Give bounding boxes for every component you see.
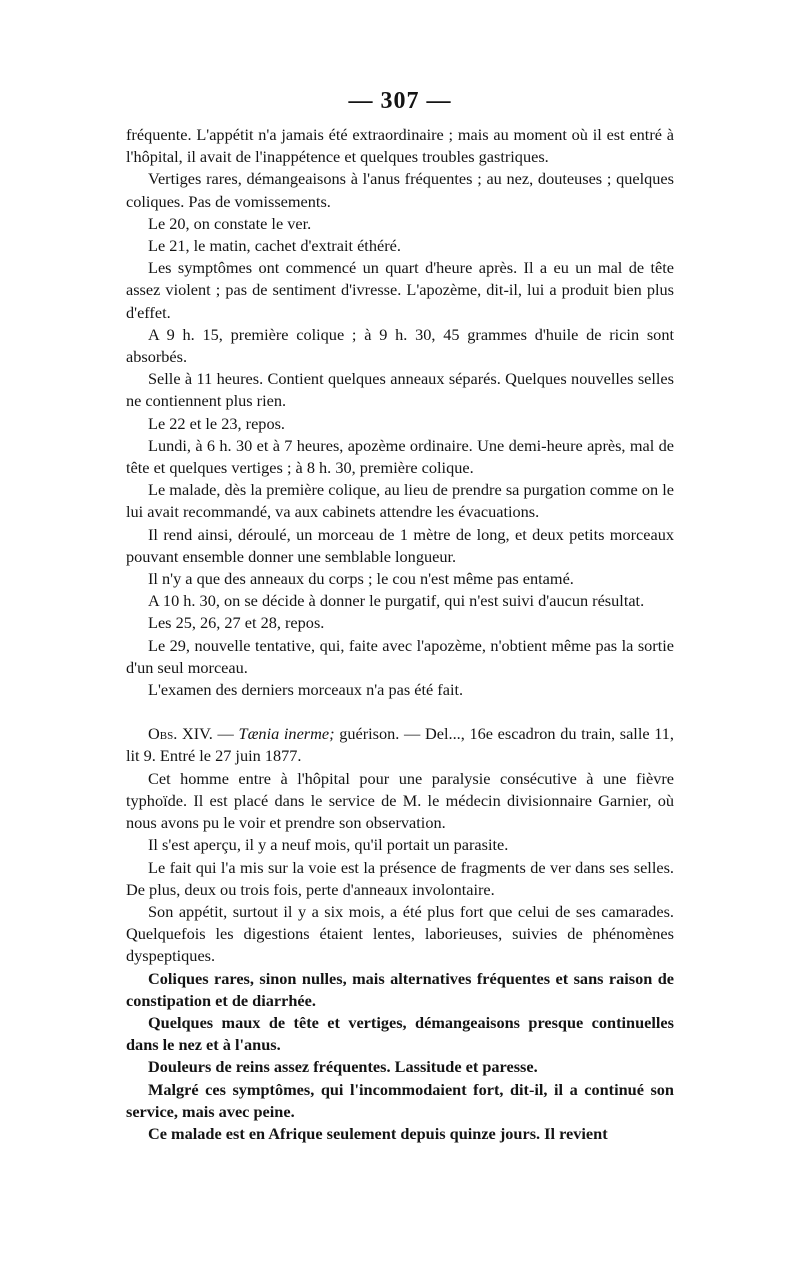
paragraph: Quelques maux de tête et vertiges, démangeaisons presque continuelles dans le nez et à l'anus. (126, 1012, 674, 1055)
paragraph: Douleurs de reins assez fréquentes. Lassitude et paresse. (148, 1057, 538, 1077)
paragraph: Il rend ainsi, déroulé, un morceau de 1 mètre de long, et deux petits morceaux pouvant ensemble donner une semblable longueur. (126, 524, 674, 566)
paragraph: Son appétit, surtout il y a six mois, a été plus fort que celui de ses camarades. Quelquefois les digestions étaient lentes, laborieuses, suivies de phénomènes dyspeptiques. (126, 901, 674, 966)
observation-species: Tænia inerme; (238, 724, 335, 744)
paragraph: Malgré ces symptômes, qui l'incommodaient fort, dit-il, il a continué son service, mais avec peine. (126, 1079, 674, 1121)
body-text (126, 124, 674, 1145)
paragraph: Selle à 11 heures. Contient quelques anneaux séparés. Quelques nouvelles selles ne contiennent plus rien. (126, 369, 674, 411)
paragraph: Le 22 et le 23, repos. (148, 413, 285, 433)
paragraph: Les symptômes ont commencé un quart d'heure après. Il a eu un mal de tête assez violent ; pas de sentiment d'ivresse. L'apozème, dit-il, lui a produit bien plus d'effet. (126, 258, 674, 322)
paragraph: Cet homme entre à l'hôpital pour une paralysie consécutive à une fièvre typhoïde. Il est placé dans le service de M. le médecin divisionnaire Garnier, où nous avons pu le voir et prendre son observation. (126, 768, 674, 833)
paragraph: Vertiges rares, démangeaisons à l'anus fréquentes ; au nez, douteuses ; quelques coliques. Pas de vomissements. (126, 169, 674, 211)
observation-dash: — (212, 724, 239, 744)
observation-details: guérison. — Del..., 16e escadron du train, salle 11, lit 9. Entré le 27 juin 1877. (126, 724, 675, 766)
paragraph: L'examen des derniers morceaux n'a pas été fait. (148, 680, 464, 700)
paragraph: Le fait qui l'a mis sur la voie est la présence de fragments de ver dans ses selles. De plus, deux ou trois fois, perte d'anneaux involontaire. (126, 857, 674, 899)
paragraph: Ce malade est en Afrique seulement depuis quinze jours. Il revient (148, 1123, 608, 1143)
paragraph: Il n'y a que des anneaux du corps ; le cou n'est même pas entamé. (148, 569, 574, 589)
page-number: — 307 — (348, 88, 452, 114)
paragraph: Le 21, le matin, cachet d'extrait éthéré. (148, 236, 401, 256)
paragraph: A 10 h. 30, on se décide à donner le purgatif, qui n'est suivi d'aucun résultat. (148, 591, 645, 611)
paragraph: Les 25, 26, 27 et 28, repos. (148, 613, 325, 633)
paragraph: Lundi, à 6 h. 30 et à 7 heures, apozème ordinaire. Une demi-heure après, mal de tête et quelques vertiges ; à 8 h. 30, première colique. (126, 435, 674, 478)
paragraph: Le malade, dès la première colique, au lieu de prendre sa purgation comme on le lui avait recommandé, va aux cabinets attendre les évacuations. (126, 480, 674, 522)
paragraph: Le 20, on constate le ver. (148, 213, 312, 233)
observation-label: Obs. XIV. (148, 724, 213, 744)
paragraph: Il s'est aperçu, il y a neuf mois, qu'il portait un parasite. (148, 835, 509, 855)
observation-heading (126, 723, 674, 767)
paragraph: A 9 h. 15, première colique ; à 9 h. 30, 45 grammes d'huile de ricin sont absorbés. (126, 324, 674, 367)
paragraph: fréquente. L'appétit n'a jamais été extraordinaire ; mais au moment où il est entré à l'hôpital, il avait de l'inappétence et quelques troubles gastriques. (126, 125, 674, 167)
paragraph: Coliques rares, sinon nulles, mais alternatives fréquentes et sans raison de constipation et de diarrhée. (126, 968, 674, 1010)
paragraph: Le 29, nouvelle tentative, qui, faite avec l'apozème, n'obtient même pas la sortie d'un seul morceau. (126, 635, 674, 677)
